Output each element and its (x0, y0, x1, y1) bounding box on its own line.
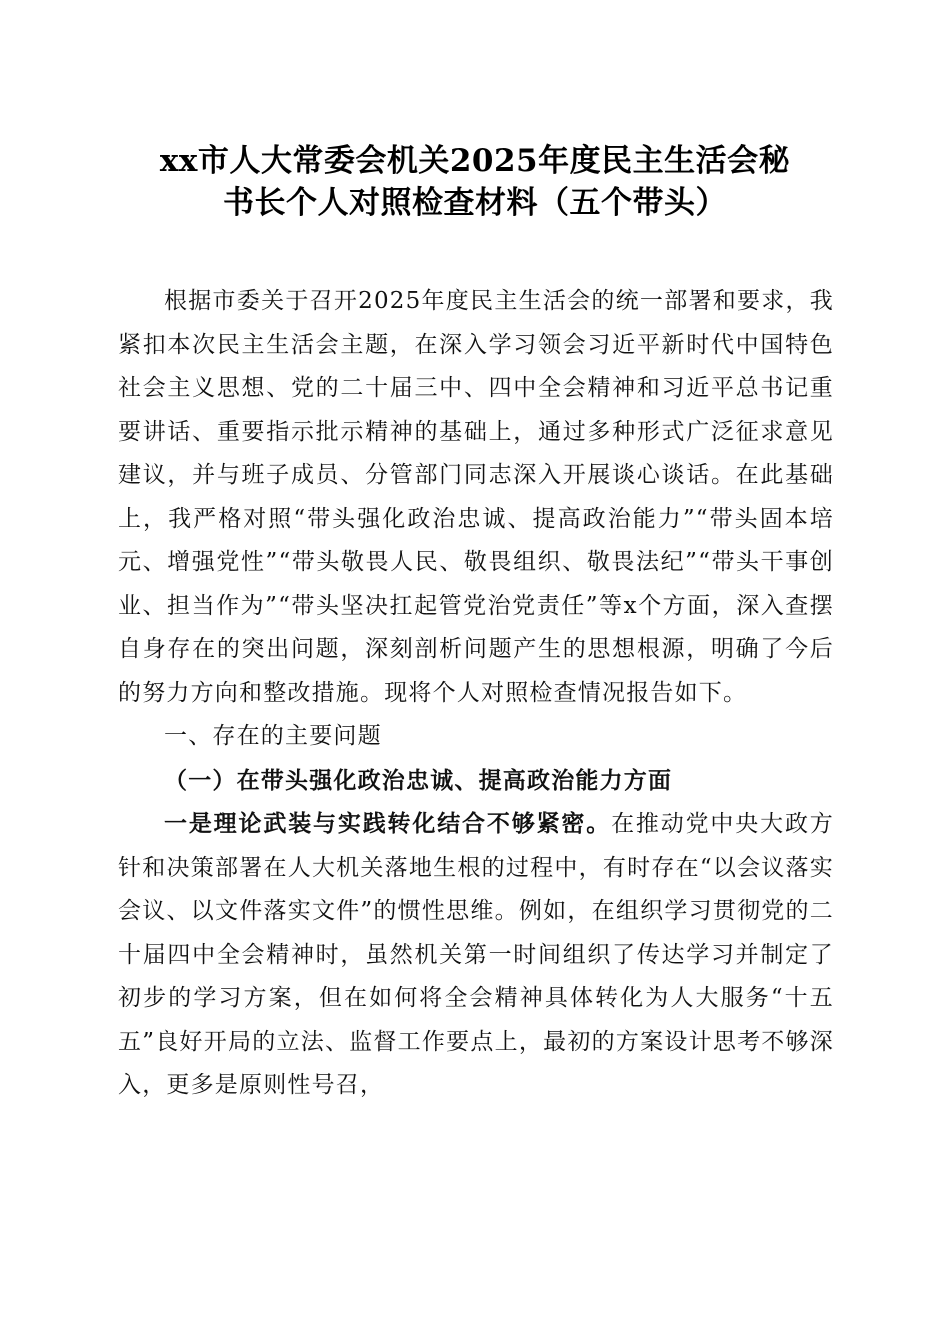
intro-paragraph: 根据市委关于召开2025年度民主生活会的统一部署和要求，我紧扣本次民主生活会主题，在深入学习领会习近平新时代中国特色社会主义思想、党的二十届三中、四中全会精神和习近平总书记重要讲话、重要指示批示精神的基础上，通过多种形式广泛征求意见建议，并与班子成员、分管部门同志深入开展谈心谈话。在此基础上，我严格对照“带头强化政治忠诚、提高政治能力”“带头固本培元、增强党性”“带头敬畏人民、敬畏组织、敬畏法纪”“带头干事创业、担当作为”“带头坚决扛起管党治党责任”等x个方面，深入查摆自身存在的突出问题，深刻剖析问题产生的思想根源，明确了今后的努力方向和整改措施。现将个人对照检查情况报告如下。 (118, 288, 834, 706)
document-body (118, 280, 834, 1108)
section-heading: 一、存在的主要问题 (164, 723, 382, 749)
point-body: 在推动党中央大政方针和决策部署在人大机关落地生根的过程中，有时存在“以会议落实会议、以文件落实文件”的惯性思维。例如，在组织学习贯彻党的二十届四中全会精神时，虽然机关第一时间组织了传达学习并制定了初步的学习方案，但在如何将全会精神具体转化为人大服务“十五五”良好开局的立法、监督工作要点上，最初的方案设计思考不够深入，更多是原则性号召， (118, 811, 834, 1098)
title-line-2: 书长个人对照检查材料（五个带头） (223, 185, 727, 221)
subsection-heading: （一）在带头强化政治忠诚、提高政治能力方面 (164, 766, 673, 794)
point-paragraph (118, 802, 834, 1108)
title-line-1: xx市人大常委会机关2025年度民主生活会秘 (159, 143, 791, 179)
point-lead: 一是理论武装与实践转化结合不够紧密。 (164, 810, 612, 837)
document-title (100, 140, 850, 224)
